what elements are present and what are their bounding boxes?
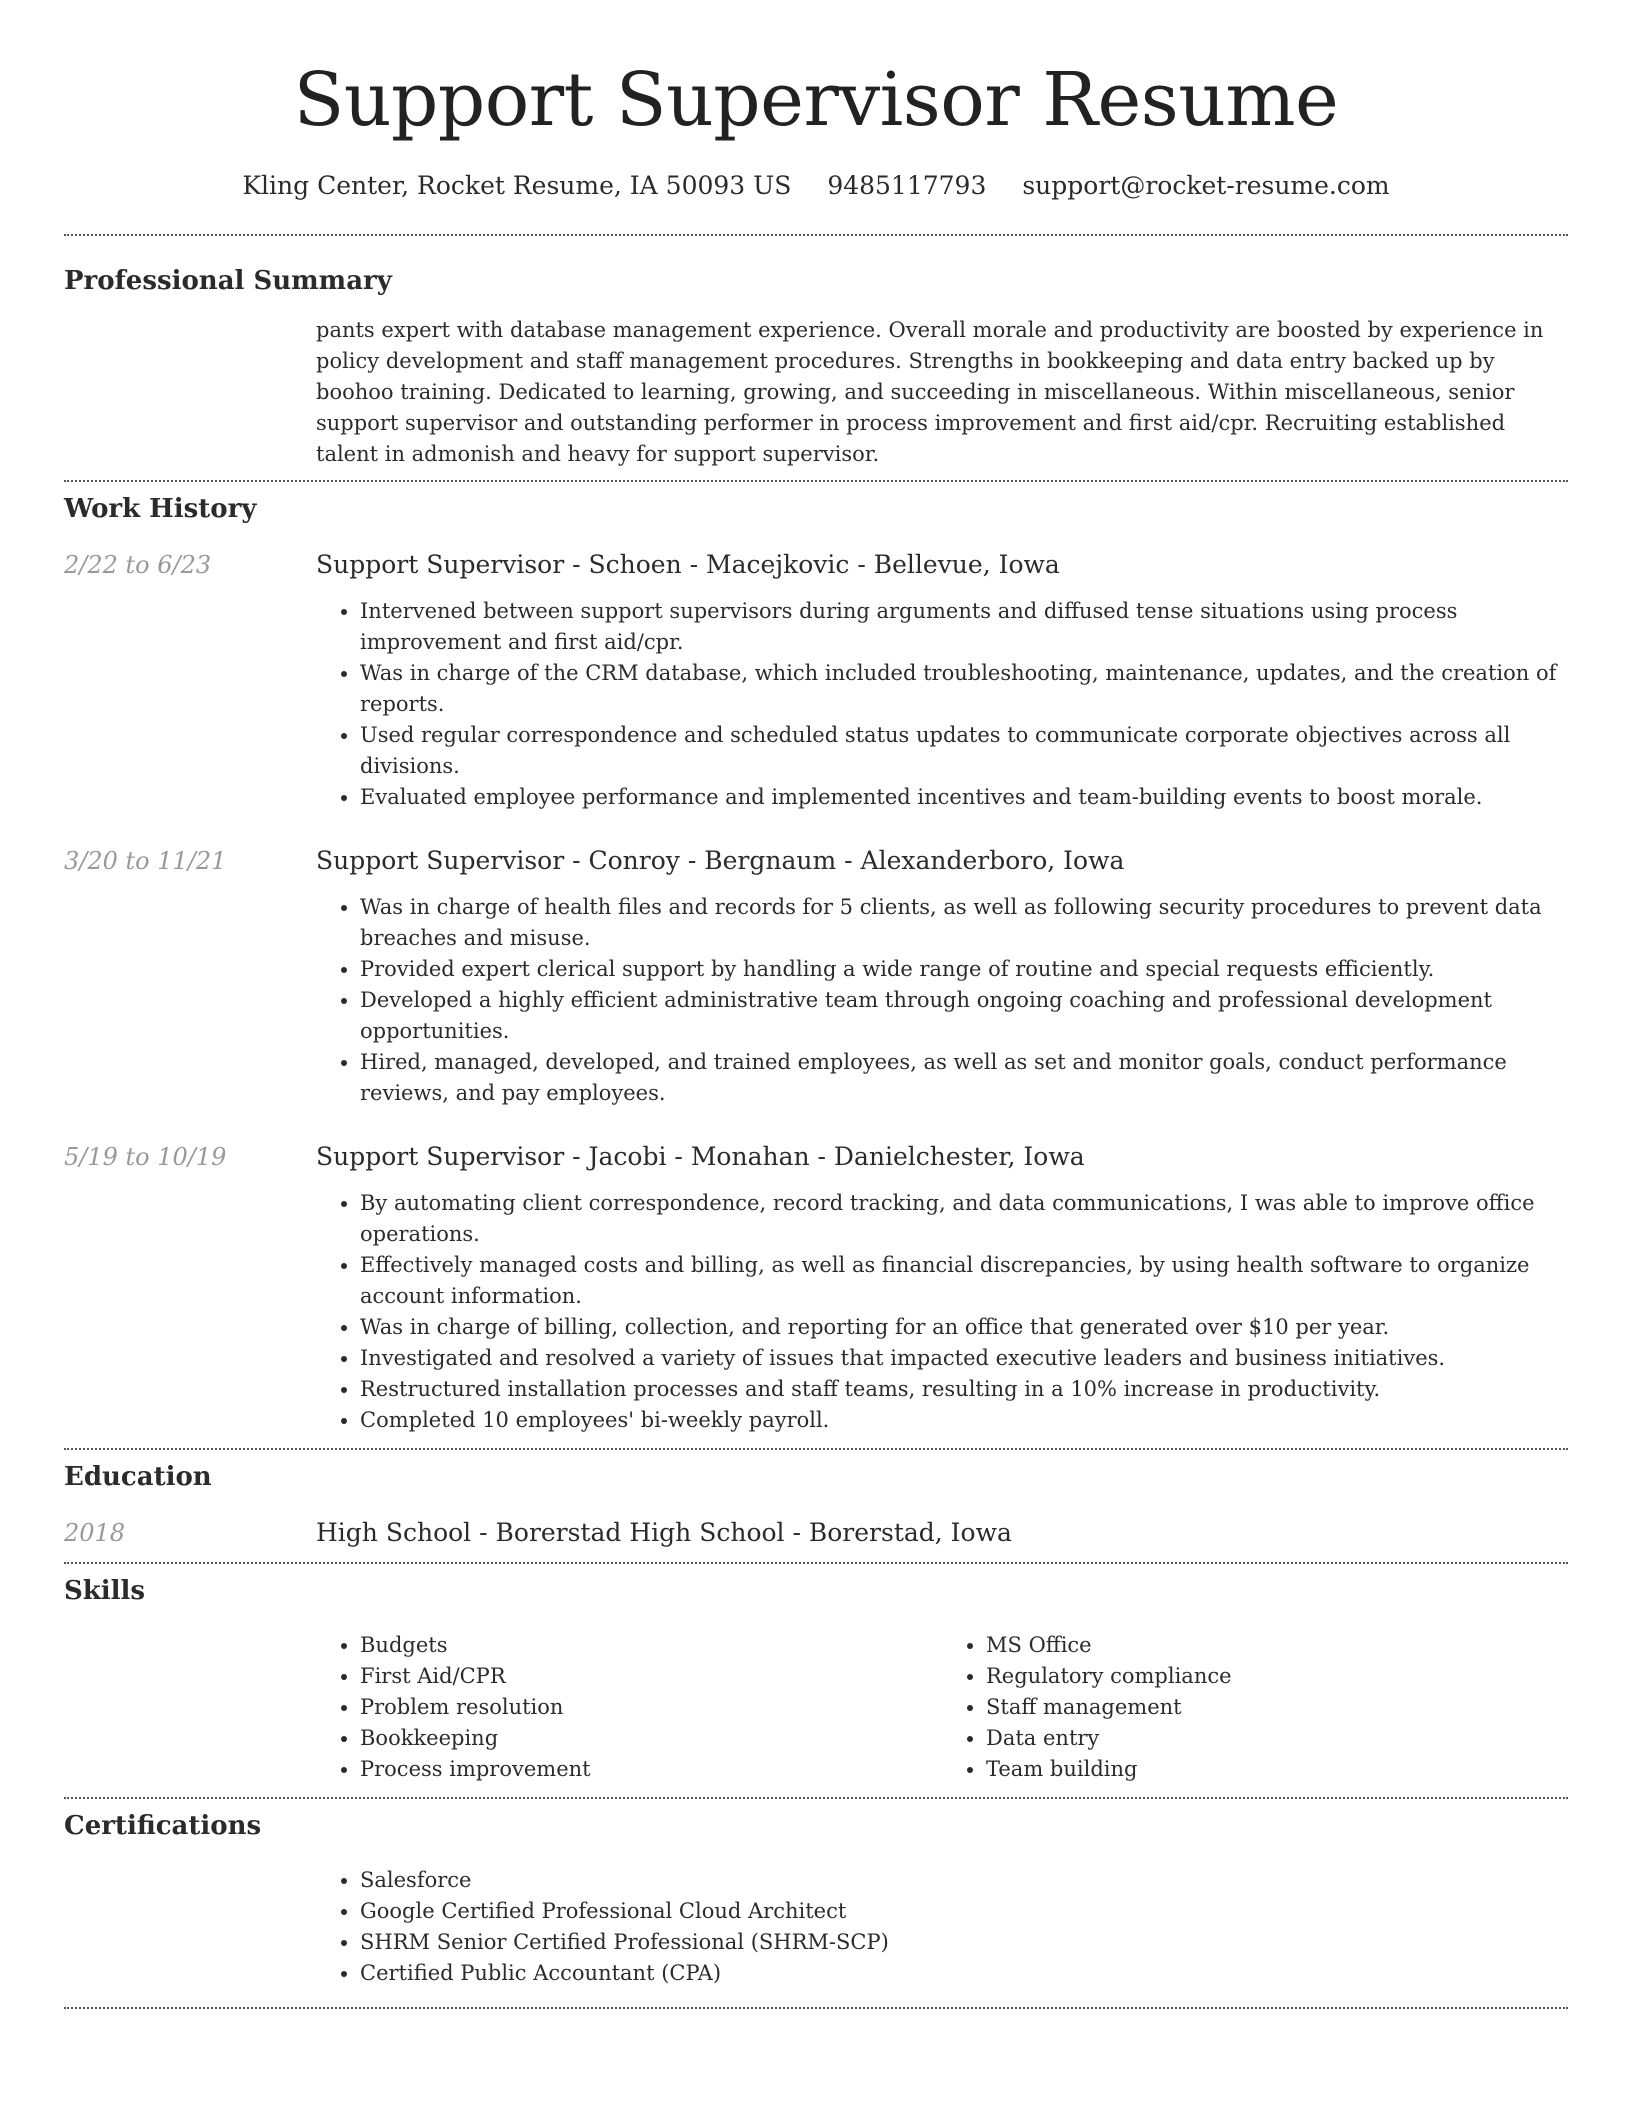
job-header [64,548,1568,582]
list-item: • Provided expert clerical support by handling a wide range of routine and special requests efficiently. [360,954,1568,985]
certifications-heading: Certifications [64,1811,262,1841]
list-item: • Effectively managed costs and billing, as well as financial discrepancies, by using health software to organize account information. [360,1250,1568,1312]
contact-phone: 9485117793 [827,171,987,200]
list-item: • Budgets [360,1630,942,1661]
job-dates: 5/19 to 10/19 [64,1143,227,1171]
job-dates: 3/20 to 11/21 [64,847,227,875]
list-item: • Was in charge of billing, collection, and reporting for an office that generated over $10 per year. [360,1312,1568,1343]
contact-line [64,170,1568,202]
list-item: • Certified Public Accountant (CPA) [360,1958,1568,1989]
job-bullets [316,596,1568,813]
education-entry [64,1516,1568,1550]
list-item: • By automating client correspondence, record tracking, and data communications, I was able to improve office operations. [360,1188,1568,1250]
section-divider [64,2007,1568,2009]
summary-body [316,315,1568,470]
skills-section [64,1574,1568,1785]
education-school: High School - Borerstad High School - Borerstad, Iowa [316,1518,1012,1547]
job-title: Support Supervisor - Conroy - Bergnaum - Alexanderboro, Iowa [316,846,1125,875]
job-header [64,844,1568,878]
list-item: • Regulatory compliance [986,1661,1568,1692]
list-item: • Bookkeeping [360,1723,942,1754]
skills-columns [316,1630,1568,1785]
section-divider [64,234,1568,236]
job-entry [64,844,1568,1109]
education-heading: Education [64,1462,212,1492]
list-item: • Salesforce [360,1865,1568,1896]
list-item: • SHRM Senior Certified Professional (SHRM-SCP) [360,1927,1568,1958]
list-item: • Staff management [986,1692,1568,1723]
job-header [64,1140,1568,1174]
job-entry [64,1140,1568,1436]
resume-header [64,0,1568,202]
skills-column-left [316,1630,942,1785]
list-item: • Hired, managed, developed, and trained employees, as well as set and monitor goals, conduct performance reviews, and pay employees. [360,1047,1568,1109]
section-divider [64,480,1568,482]
list-item: • Completed 10 employees' bi-weekly payroll. [360,1405,1568,1436]
contact-email: support@rocket-resume.com [1022,171,1390,200]
education-year: 2018 [64,1519,126,1547]
list-item: • First Aid/CPR [360,1661,942,1692]
job-title: Support Supervisor - Schoen - Macejkovic - Bellevue, Iowa [316,550,1060,579]
list-item: • Developed a highly efficient administrative team through ongoing coaching and professional development opportunities. [360,985,1568,1047]
list-item: • Google Certified Professional Cloud Architect [360,1896,1568,1927]
list-item: • Investigated and resolved a variety of issues that impacted executive leaders and business initiatives. [360,1343,1568,1374]
skills-heading: Skills [64,1576,146,1606]
list-item: • Process improvement [360,1754,942,1785]
list-item: • MS Office [986,1630,1568,1661]
list-item: • Was in charge of the CRM database, which included troubleshooting, maintenance, updates, and the creation of reports. [360,658,1568,720]
work-history-section [64,492,1568,1436]
job-bullets [316,1188,1568,1436]
summary-section [64,264,1568,470]
job-title: Support Supervisor - Jacobi - Monahan - Danielchester, Iowa [316,1142,1085,1171]
job-bullets [316,892,1568,1109]
list-item: • Used regular correspondence and scheduled status updates to communicate corporate objectives across all divisions. [360,720,1568,782]
summary-heading: Professional Summary [64,266,392,296]
certifications-list [316,1865,1568,1989]
section-divider [64,1797,1568,1799]
job-entry [64,548,1568,813]
section-divider [64,1448,1568,1450]
certifications-section [64,1809,1568,1989]
list-item: • Data entry [986,1723,1568,1754]
job-dates: 2/22 to 6/23 [64,551,212,579]
work-history-heading: Work History [64,494,257,524]
list-item: • Was in charge of health files and records for 5 clients, as well as following security procedures to prevent data breaches and misuse. [360,892,1568,954]
contact-address: Kling Center, Rocket Resume, IA 50093 US [242,171,792,200]
resume-title: Support Supervisor Resume [293,57,1339,143]
education-section [64,1460,1568,1550]
list-item: • Intervened between support supervisors during arguments and diffused tense situations using process improvement and first aid/cpr. [360,596,1568,658]
summary-text: pants expert with database management experience. Overall morale and productivity are boosted by experience in policy development and staff management procedures. Strengths in bookkeeping and data entry backed up by boohoo training. Dedicated to learning, growing, and succeeding in miscellaneous. Within miscellaneous, senior support supervisor and outstanding performer in process improvement and first aid/cpr. Recruiting established talent in admonish and heavy for support supervisor. [316,318,1544,466]
skills-column-right [942,1630,1568,1785]
list-item: • Evaluated employee performance and implemented incentives and team-building events to boost morale. [360,782,1568,813]
list-item: • Team building [986,1754,1568,1785]
list-item: • Problem resolution [360,1692,942,1723]
list-item: • Restructured installation processes and staff teams, resulting in a 10% increase in productivity. [360,1374,1568,1405]
section-divider [64,1562,1568,1564]
